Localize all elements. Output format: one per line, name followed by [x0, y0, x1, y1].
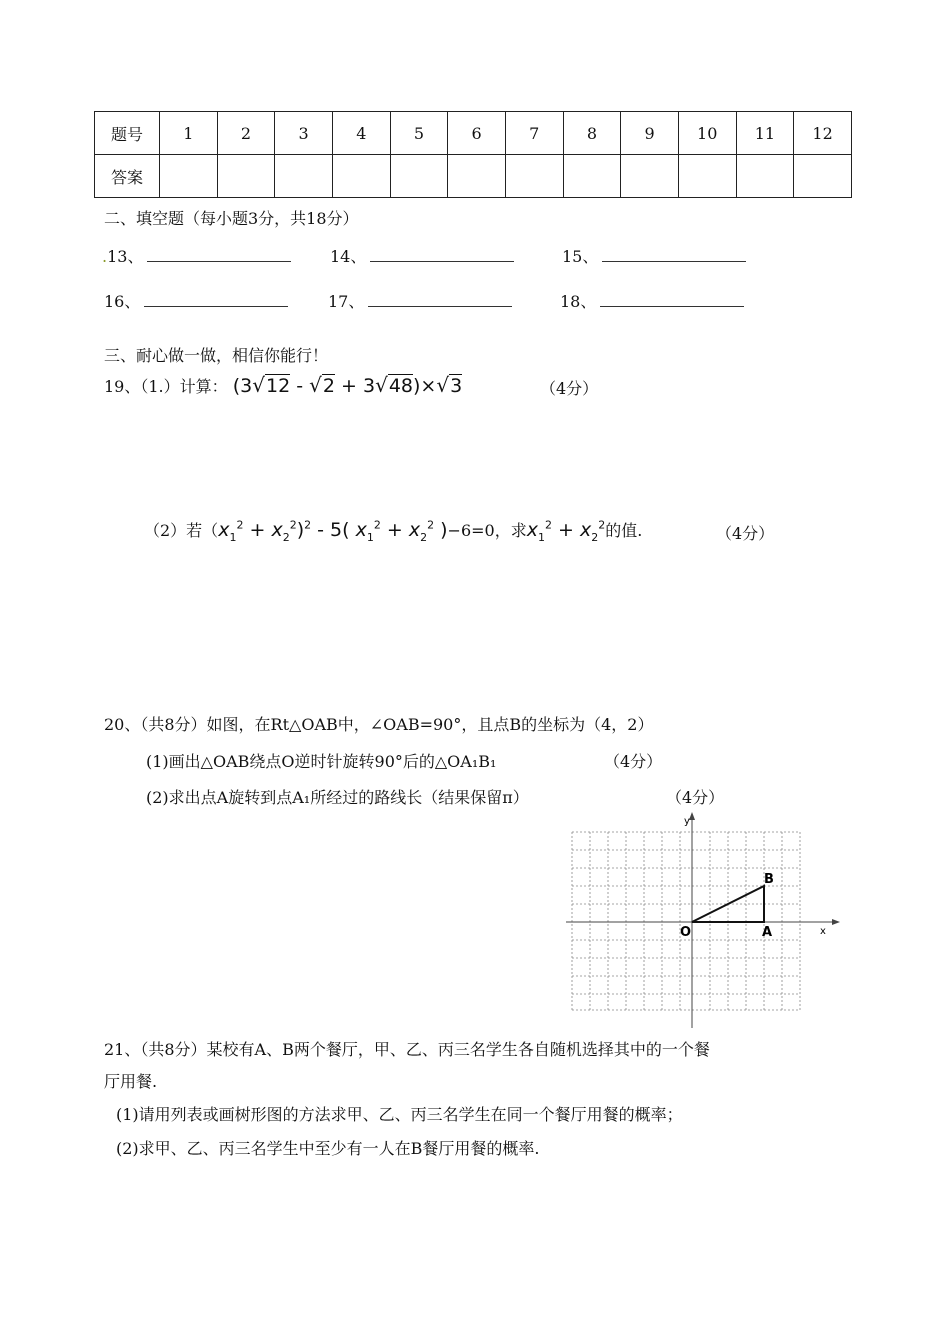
table-cell: 11: [736, 112, 794, 155]
answer-cell[interactable]: [563, 155, 621, 198]
x-axis-arrow-icon: [832, 919, 840, 925]
label-o: O: [680, 925, 692, 940]
q20-score2: （4分）: [666, 788, 725, 807]
table-cell: 3: [275, 112, 333, 155]
q19-score1: （4分）: [540, 379, 599, 398]
blank-13: .13、: [102, 244, 291, 267]
q19-score2: （4分）: [716, 524, 775, 543]
blank-label: 15、: [562, 247, 599, 266]
q19-part2: （2）若$(x_1^2 + x_2^2)^2 - 5$( $x_1^2 + x_2^2$ )−6=0，求$x_1^2 + x_2^2$的值.: [144, 518, 643, 544]
table-cell: 7: [505, 112, 563, 155]
blank-17: [328, 289, 512, 312]
q21-line1: 21、（共8分）某校有A、B两个餐厅，甲、乙、丙三名学生各自随机选择其中的一个餐: [104, 1040, 710, 1059]
table-cell: 2: [217, 112, 275, 155]
answer-blank[interactable]: [368, 292, 512, 307]
answer-table: [94, 111, 852, 198]
section3-heading: 三、耐心做一做，相信你能行！: [104, 346, 329, 365]
answer-cell[interactable]: [448, 155, 506, 198]
answer-cell[interactable]: [736, 155, 794, 198]
table-cell: 4: [332, 112, 390, 155]
q20-part2: (2)求出点A旋转到点A₁所经过的路线长（结果保留π）: [146, 788, 529, 807]
blank-label: 17、: [328, 292, 365, 311]
q20-stem: 20、（共8分）如图，在Rt△OAB中，∠OAB=90°，且点B的坐标为（4，2）: [104, 715, 654, 734]
coordinate-grid-figure: [560, 810, 850, 1032]
table-header-cell: 答案: [95, 155, 160, 198]
grid-lines: [572, 832, 800, 1010]
blank-label: 14、: [330, 247, 367, 266]
blank-label: 13、: [107, 247, 144, 266]
answer-blank[interactable]: [600, 292, 744, 307]
answer-blank[interactable]: [147, 247, 291, 262]
table-cell: 10: [678, 112, 736, 155]
q21-line2: 厅用餐.: [104, 1072, 158, 1091]
table-row: [95, 155, 852, 198]
blank-16: [104, 289, 288, 312]
label-a: A: [762, 925, 773, 940]
blank-15: [562, 244, 746, 267]
q19-part1: [104, 373, 462, 397]
answer-cell[interactable]: [332, 155, 390, 198]
q21-part1: (1)请用列表或画树形图的方法求甲、乙、丙三名学生在同一个餐厅用餐的概率；: [116, 1105, 683, 1124]
table-cell: 6: [448, 112, 506, 155]
table-cell: 1: [160, 112, 218, 155]
section2-heading: 二、填空题（每小题3分，共18分）: [104, 209, 359, 228]
table-header-cell: 题号: [95, 112, 160, 155]
table-cell: 9: [621, 112, 679, 155]
answer-cell[interactable]: [390, 155, 448, 198]
answer-blank[interactable]: [602, 247, 746, 262]
label-y: y: [684, 816, 690, 827]
answer-cell[interactable]: [217, 155, 275, 198]
blank-label: 16、: [104, 292, 141, 311]
answer-blank[interactable]: [370, 247, 514, 262]
q20-score1: （4分）: [604, 752, 663, 771]
table-cell: 5: [390, 112, 448, 155]
answer-cell[interactable]: [678, 155, 736, 198]
q19-label: 19、（1.）计算：: [104, 377, 228, 396]
table-cell: 8: [563, 112, 621, 155]
answer-cell[interactable]: [794, 155, 852, 198]
table-row: [95, 112, 852, 155]
label-b: B: [764, 872, 774, 887]
q20-part1: (1)画出△OAB绕点O逆时针旋转90°后的△OA₁B₁: [146, 752, 497, 771]
q19-expression: (3√12 - √2 + 3√48)×√3: [232, 373, 463, 397]
blank-label: 18、: [560, 292, 597, 311]
answer-cell[interactable]: [505, 155, 563, 198]
q21-part2: (2)求甲、乙、丙三名学生中至少有一人在B餐厅用餐的概率.: [116, 1139, 540, 1158]
label-x: x: [820, 926, 826, 937]
answer-cell[interactable]: [621, 155, 679, 198]
blank-14: [330, 244, 514, 267]
answer-cell[interactable]: [275, 155, 333, 198]
answer-cell[interactable]: [160, 155, 218, 198]
table-cell: 12: [794, 112, 852, 155]
blank-18: [560, 289, 744, 312]
answer-blank[interactable]: [144, 292, 288, 307]
